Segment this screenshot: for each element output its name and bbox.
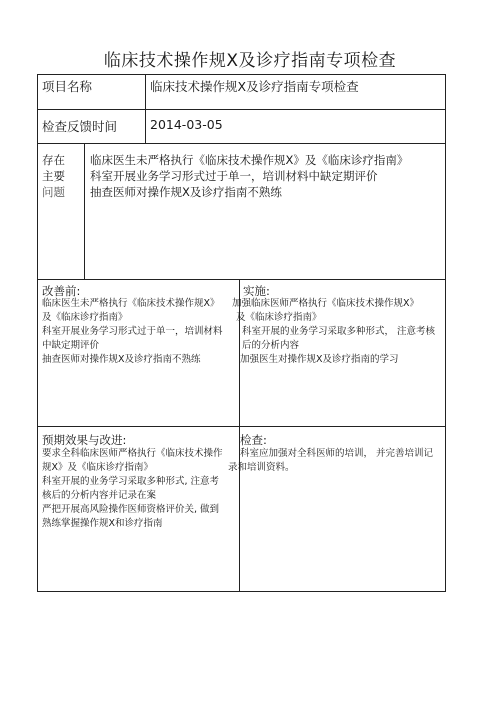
- row-divider: [37, 143, 446, 144]
- check-line: 录和培训资料。: [228, 462, 295, 473]
- before-line: 抽查医师对操作规X及诊疗指南不熟练: [42, 354, 201, 365]
- row-divider: [37, 279, 446, 280]
- expected-effect-label: 预期效果与改进:: [42, 433, 127, 447]
- before-line: 及《临床诊疗指南》: [42, 312, 128, 323]
- effect-line: 核后的分析内容并记录在案: [42, 490, 157, 501]
- implementation-content: [232, 297, 435, 367]
- row-divider: [37, 109, 446, 110]
- check-line: 科室应加强对全科医师的培训， 并完善培训记: [240, 448, 434, 459]
- feedback-time-value: 2014-03-05: [150, 117, 223, 132]
- problems-label-line: 问题: [42, 185, 65, 199]
- effect-line: 熟练掌握操作规X和诊疗指南: [42, 518, 163, 529]
- implementation-label: 实施:: [243, 284, 270, 298]
- before-improvement-content: [42, 297, 223, 367]
- problem-line: 科室开展业务学习形式过于单一，培训材料中缺定期评价: [90, 169, 378, 183]
- column-divider: [145, 74, 146, 143]
- before-improvement-label: 改善前:: [42, 284, 81, 298]
- expected-effect-content: [42, 447, 223, 531]
- check-content: [228, 447, 433, 475]
- problems-label-line: 存在: [42, 153, 65, 167]
- implementation-line: 及《临床诊疗指南》: [236, 312, 322, 323]
- implementation-line: 科室开展的业务学习采取多种形式， 注意考核: [242, 326, 436, 337]
- problems-label-line: 主要: [42, 169, 65, 183]
- page-title: 临床技术操作规X及诊疗指南专项检查: [103, 51, 397, 71]
- implementation-line: 加强临床医师严格执行《临床技术操作规X》: [232, 298, 420, 309]
- problems-content: [90, 152, 408, 200]
- before-line: 科室开展业务学习形式过于单一，培训材料: [42, 326, 223, 337]
- effect-line: 科室开展的业务学习采取多种形式, 注意考: [42, 476, 220, 487]
- check-label: 检查:: [240, 433, 267, 447]
- effect-line: 严把开展高风险操作医师资格评价关, 做到: [42, 504, 220, 515]
- implementation-line: 后的分析内容: [242, 340, 300, 351]
- problem-line: 临床医生未严格执行《临床技术操作规X》及《临床诊疗指南》: [90, 153, 409, 167]
- implementation-line: 加强医生对操作规X及诊疗指南的学习: [240, 354, 399, 365]
- column-divider: [84, 143, 85, 279]
- problem-line: 抽查医师对操作规X及诊疗指南不熟练: [90, 185, 282, 199]
- before-line: 临床医生未严格执行《临床技术操作规X》: [42, 298, 220, 309]
- feedback-time-label: 检查反馈时间: [42, 119, 118, 134]
- problems-label: [42, 152, 65, 200]
- effect-line: 规X》及《临床诊疗指南》: [42, 462, 154, 473]
- project-name-label: 项目名称: [42, 79, 93, 94]
- project-name-value: 临床技术操作规X及诊疗指南专项检查: [150, 79, 359, 94]
- effect-line: 要求全科临床医师严格执行《临床技术操作: [42, 448, 223, 459]
- before-line: 中缺定期评价: [42, 340, 100, 351]
- row-divider: [37, 426, 446, 427]
